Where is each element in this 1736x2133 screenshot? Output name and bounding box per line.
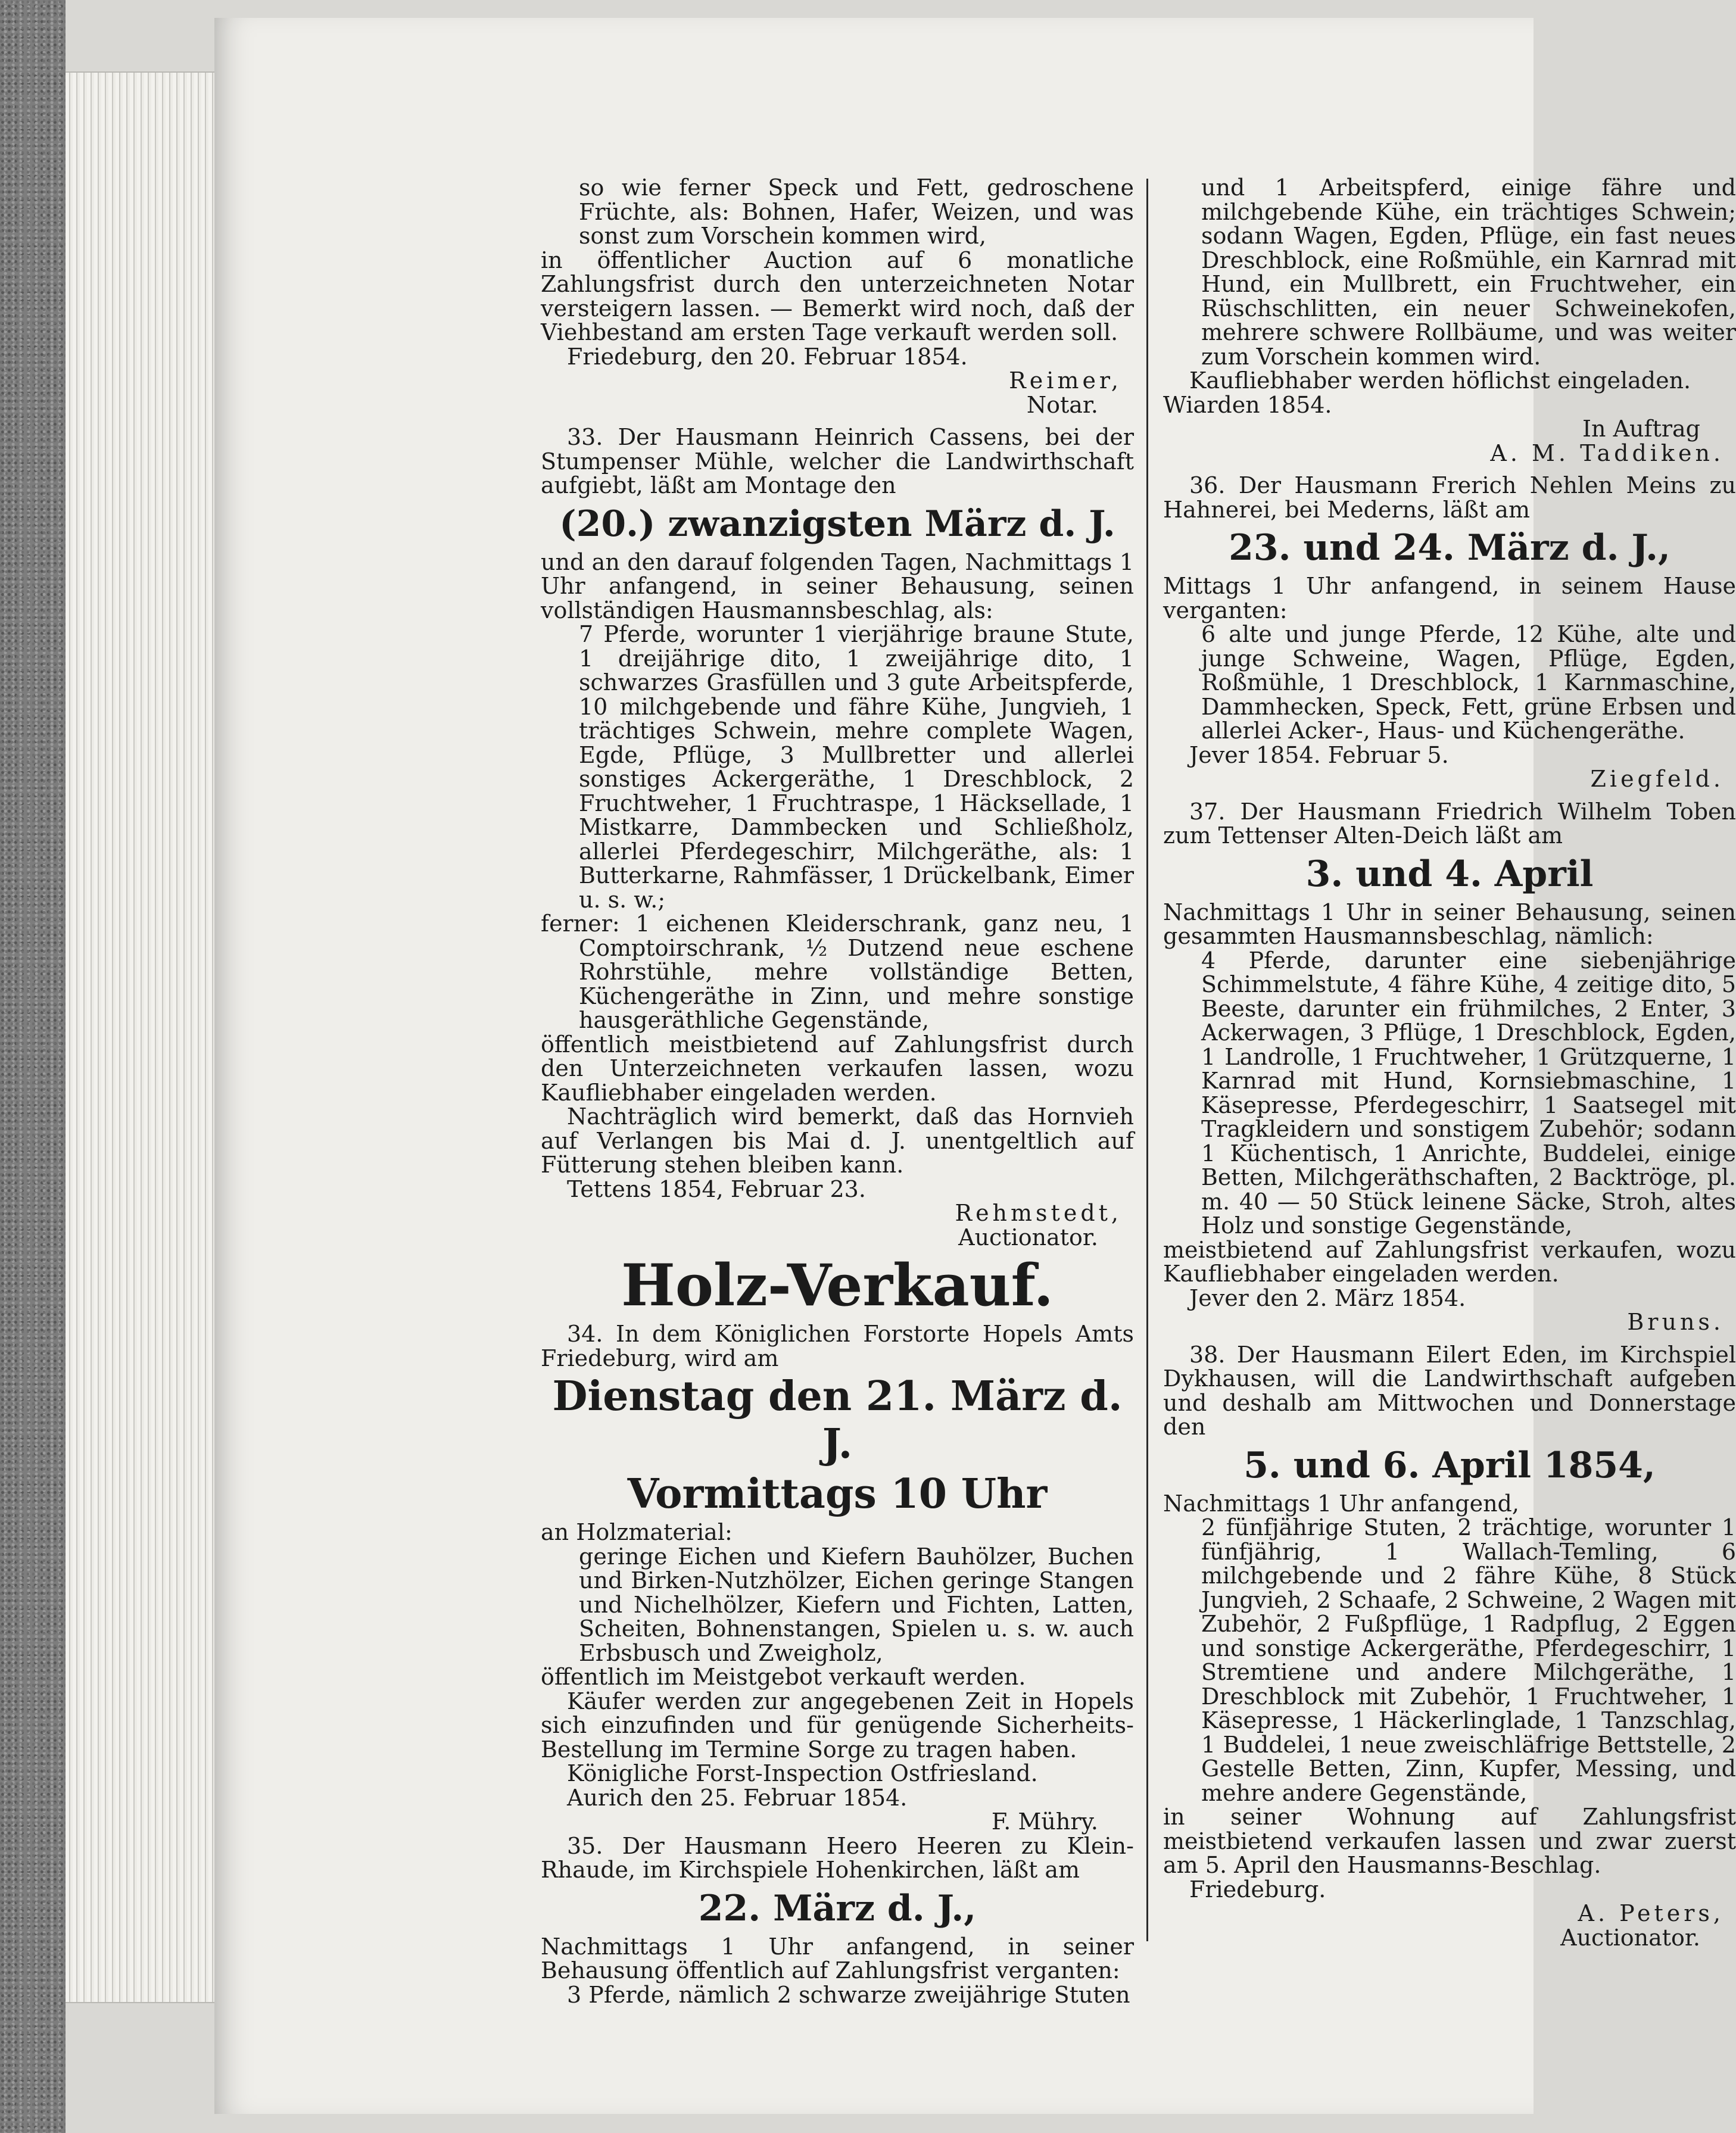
signature-title: Notar. bbox=[1026, 391, 1098, 418]
notice-35-intro: 35. Der Hausmann Heero Heeren zu Klein-Rhaude, im Kirchspiele Hohenkirchen, läßt am bbox=[541, 1832, 1134, 1883]
notice-35-body: Nachmittags 1 Uhr anfangend, in seiner Behausung öffentlich auf Zahlungsfrist verganten: bbox=[541, 1933, 1134, 1984]
newspaper-page bbox=[214, 18, 1736, 2114]
notice-36-body: Mittags 1 Uhr anfangend, in seinem Hause verganten: bbox=[1163, 573, 1736, 623]
place-line: Friedeburg. bbox=[1189, 1876, 1326, 1903]
notice-34-date-heading: Dienstag den 21. März d. J. bbox=[552, 1373, 1123, 1468]
notice-38-body-end: in seiner Wohnung auf Zahlungsfrist meistbietend verkaufen lassen und zwar zuerst am 5. April den Hausmanns-Beschlag. bbox=[1163, 1804, 1736, 1878]
notice-33-postscript: Nachträglich wird bemerkt, daß das Hornvieh auf Verlangen bis Mai d. J. unentgeltlich auf Fütterung stehen bleiben kann. bbox=[541, 1103, 1134, 1178]
notice-34-body-end: öffentlich im Meistgebot verkauft werden. bbox=[541, 1664, 1026, 1690]
signature: A. Peters, bbox=[1578, 1900, 1724, 1926]
notice-33-further-items: ferner: 1 eichenen Kleiderschrank, ganz neu, 1 Comptoirschrank, ½ Dutzend neue eschene Rohrstühle, mehre vollständige Betten, Küchengeräthe in Zinn, und mehre sonstige hausgeräthliche Gegenstände, bbox=[541, 910, 1134, 1033]
signature: A. M. Taddiken. bbox=[1490, 439, 1724, 466]
notice-37-date-heading: 3. und 4. April bbox=[1305, 853, 1594, 895]
column-divider bbox=[1146, 179, 1148, 1941]
notice-34-body: an Holzmaterial: bbox=[541, 1519, 733, 1545]
signature: Reimer, bbox=[1009, 367, 1122, 394]
notice-37-items: 4 Pferde, darunter eine siebenjährige Schimmelstute, 4 fähre Kühe, 4 zeitige dito, 5 Beeste, darunter ein frühmilches, 2 Enter, 3 Ackerwagen, 3 Pflüge, 1 Dreschblock, Egden, 1 Landrolle, 1 Fruchtweher, 1 Grützquerne, 1 Karnrad mit Hund, Kornsiebmaschine, 1 Käsepresse, Pferdegeschirr, 1 Saatsegel mit Tragkleidern und sonstigem Zubehör; sodann 1 Küchentisch, 1 Anrichte, Buddelei, einige Betten, Milchgeräthschaften, 2 Backtröge, pl. m. 40 — 50 Stück leinene Säcke, Stroh, altes Holz und sonstige Gegenstände, bbox=[1201, 947, 1736, 1239]
notice-37-body-end: meistbietend auf Zahlungsfrist verkaufen, wozu Kaufliebhaber eingeladen werden. bbox=[1163, 1236, 1736, 1287]
notice-36-items: 6 alte und junge Pferde, 12 Kühe, alte und junge Schweine, Wagen, Pflüge, Egden, Roßmühle, 1 Dreschblock, 1 Karnmaschine, Dammhecken, Speck, Fett, grüne Erbsen und allerlei Acker-, Haus- und Küchengeräthe. bbox=[1201, 621, 1736, 744]
notice-35-date-heading: 22. März d. J., bbox=[698, 1887, 977, 1929]
notice-38-date-heading: 5. und 6. April 1854, bbox=[1243, 1444, 1656, 1486]
signature-note: In Auftrag bbox=[1582, 416, 1700, 442]
notice-38-intro: 38. Der Hausmann Eilert Eden, im Kirchspiel Dykhausen, will die Landwirthschaft aufgeben und deshalb am Mittwochen und Donnerstage den bbox=[1163, 1341, 1736, 1440]
notice-34-authority: Königliche Forst-Inspection Ostfriesland. bbox=[567, 1760, 1038, 1786]
date-line: Wiarden 1854. bbox=[1163, 391, 1332, 418]
signature: Ziegfeld. bbox=[1590, 766, 1724, 792]
date-line: Jever 1854. Februar 5. bbox=[1189, 741, 1449, 768]
date-line: Jever den 2. März 1854. bbox=[1189, 1284, 1466, 1311]
notice-33-body: und an den darauf folgenden Tagen, Nachmittags 1 Uhr anfangend, in seiner Behausung, seinen vollständigen Hausmannsbeschlag, als: bbox=[541, 548, 1134, 623]
signature: F. Mühry. bbox=[991, 1808, 1098, 1835]
notice-34-intro: 34. In dem Königlichen Forstorte Hopels Amts Friedeburg, wird am bbox=[541, 1321, 1134, 1371]
notice-35-items-cont: und 1 Arbeitspferd, einige fähre und milchgebende Kühe, ein trächtiges Schwein; sodann Wagen, Egden, Pflüge, ein fast neues Dreschblock, eine Roßmühle, ein Karnrad mit Hund, ein Mullbrett, ein Fruchtweher, ein Rüschschlitten, ein neuer Schweinekofen, mehrere schwere Rollbäume, und was weiter zum Vorschein kommen wird. bbox=[1201, 174, 1736, 370]
notice-35-items: 3 Pferde, nämlich 2 schwarze zweijährige Stuten bbox=[567, 1981, 1130, 2008]
date-line: Tettens 1854, Februar 23. bbox=[567, 1175, 866, 1202]
notice-37-body: Nachmittags 1 Uhr in seiner Behausung, seinen gesammten Hausmannsbeschlag, nämlich: bbox=[1163, 899, 1736, 949]
notice-33-body-end: öffentlich meistbietend auf Zahlungsfrist durch den Unterzeichneten verkaufen lassen, wozu Kaufliebhaber eingeladen werden. bbox=[541, 1031, 1134, 1106]
right-column bbox=[1163, 176, 1736, 1950]
book-cover-edge bbox=[0, 0, 66, 2133]
notice-36-intro: 36. Der Hausmann Frerich Nehlen Meins zu Hahnerei, bei Mederns, läßt am bbox=[1163, 472, 1736, 523]
text-block: so wie ferner Speck und Fett, gedroschene Früchte, als: Bohnen, Hafer, Weizen, und was sonst zum Vorschein kommen wird, bbox=[579, 174, 1134, 249]
notice-38-items: 2 fünfjährige Stuten, 2 trächtige, worunter 1 fünfjährig, 1 Wallach-Temling, 6 milchgebende und 2 fähre Kühe, 8 Stück Jungvieh, 2 Schaafe, 2 Schweine, 2 Wagen mit Zubehör, 2 Fußpflüge, 1 Radpflug, 2 Eggen und sonstige Ackergeräthe, Pferdegeschirr, 1 Stremtiene und andere Milchgeräthe, 1 Dreschblock mit Zubehör, 1 Fruchtweher, 1 Käsepresse, 1 Häckerlinglade, 1 Tanzschlag, 1 Buddelei, 1 neue zweischläfrige Bettstelle, 2 Gestelle Betten, Zinn, Kupfer, Messing, und mehre andere Gegenstände, bbox=[1201, 1514, 1736, 1806]
date-line: Aurich den 25. Februar 1854. bbox=[567, 1784, 908, 1811]
holz-verkauf-heading: Holz-Verkauf. bbox=[621, 1252, 1054, 1319]
text-block: in öffentlicher Auction auf 6 monatliche Zahlungsfrist durch den unterzeichneten Notar versteigern lassen. — Bemerkt wird noch, daß der Viehbestand am ersten Tage verkauft werden soll. bbox=[541, 247, 1134, 345]
notice-37-intro: 37. Der Hausmann Friedrich Wilhelm Toben zum Tettenser Alten-Deich läßt am bbox=[1163, 798, 1736, 849]
notice-38-body: Nachmittags 1 Uhr anfangend, bbox=[1163, 1490, 1519, 1517]
signature: Bruns. bbox=[1627, 1309, 1724, 1335]
text-block: Kaufliebhaber werden höflichst eingeladen. bbox=[1189, 367, 1691, 394]
notice-33-items: 7 Pferde, worunter 1 vierjährige braune Stute, 1 dreijährige dito, 1 zweijährige dito, 1 schwarzes Grasfüllen und 3 gute Arbeitspferde, 10 milchgebende und fähre Kühe, Jungvieh, 1 trächtiges Schwein, mehre complete Wagen, Egde, Pflüge, 3 Mullbretter und allerlei sonstiges Ackergeräthe, 1 Dreschblock, 2 Fruchtweher, 1 Fruchtraspe, 1 Häcksellade, 1 Mistkarre, Dammbecken und Schließholz, allerlei Pferdegeschirr, Milchgeräthe, als: 1 Butterkarne, Rahmfässer, 1 Drückelbank, Eimer u. s. w.; bbox=[579, 621, 1134, 913]
page-stack-edge bbox=[66, 71, 214, 2003]
notice-34-buyers: Käufer werden zur angegebenen Zeit in Hopels sich einzufinden und für genügende Sicherheits-Bestellung im Termine Sorge zu tragen haben. bbox=[541, 1688, 1134, 1763]
notice-33-date-heading: (20.) zwanzigsten März d. J. bbox=[559, 503, 1115, 545]
signature-title: Auctionator. bbox=[1560, 1924, 1700, 1951]
left-column bbox=[541, 176, 1134, 2007]
signature-title: Auctionator. bbox=[958, 1224, 1098, 1251]
notice-34-items: geringe Eichen und Kiefern Bauhölzer, Buchen und Birken-Nutzhölzer, Eichen geringe Stangen und Nichelhölzer, Kiefern und Fichten, Latten, Scheiten, Bohnenstangen, Spielen u. s. w. auch Erbsbusch und Zweigholz, bbox=[579, 1543, 1134, 1666]
date-line: Friedeburg, den 20. Februar 1854. bbox=[567, 343, 968, 370]
notice-33-intro: 33. Der Hausmann Heinrich Cassens, bei der Stumpenser Mühle, welcher die Landwirthschaft aufgiebt, läßt am Montage den bbox=[541, 424, 1134, 498]
notice-34-time-heading: Vormittags 10 Uhr bbox=[627, 1470, 1048, 1518]
signature: Rehmstedt, bbox=[955, 1200, 1122, 1226]
notice-36-date-heading: 23. und 24. März d. J., bbox=[1229, 527, 1670, 569]
